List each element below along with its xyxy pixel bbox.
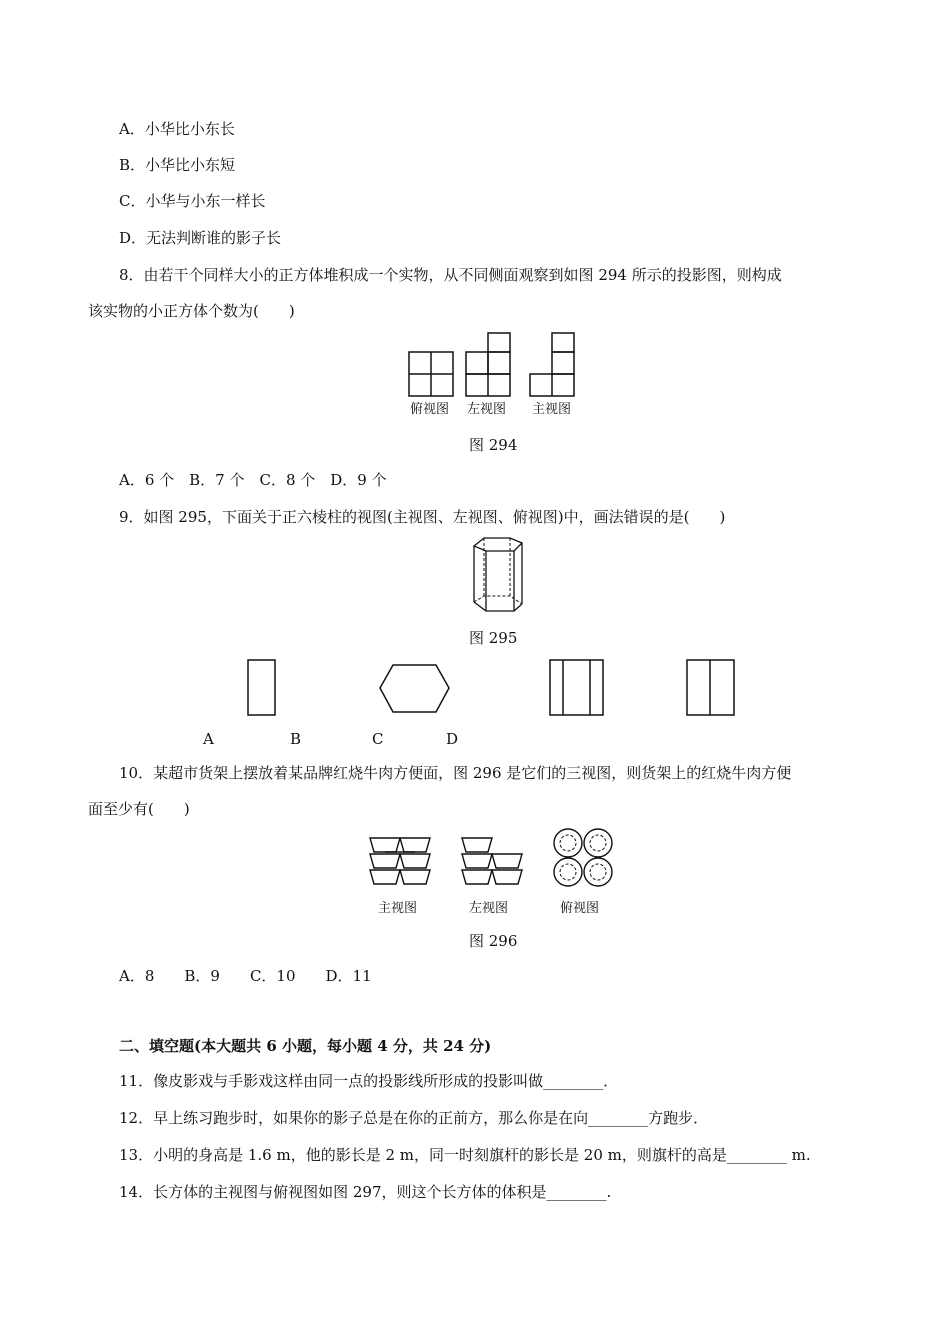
q8-text-line1: 8．由若干个同样大小的正方体堆积成一个实物，从不同侧面观察到如图 294 所示的投影图，则构成: [119, 266, 782, 284]
q7-option-c: C．小华与小东一样长: [119, 192, 266, 210]
q14-text: 14．长方体的主视图与俯视图如图 297，则这个长方体的体积是________.: [119, 1183, 612, 1201]
q9-option-label-c: C: [372, 730, 384, 748]
q10-text-line1: 10．某超市货架上摆放着某品牌红烧牛肉方便面，图 296 是它们的三视图，则货架上的红烧牛肉方便: [119, 764, 792, 782]
left-view-bowls: [462, 838, 522, 884]
q9-option-label-d: D: [446, 730, 459, 748]
option-b-hexagon: [380, 665, 449, 712]
view-label-left: 左视图: [467, 402, 507, 417]
top-view-grid: [409, 352, 453, 396]
q10-options: A．8 B．9 C．10 D．11: [119, 967, 372, 985]
figure-295-hexagonal-prism: [466, 534, 532, 614]
figure-294-views: [400, 330, 590, 402]
view-label-top-296: 俯视图: [560, 901, 600, 916]
front-view-grid: [530, 333, 574, 396]
option-a-rectangle: [248, 660, 275, 715]
q8-options: A．6 个 B．7 个 C．8 个 D．9 个: [119, 471, 387, 489]
view-label-top: 俯视图: [410, 402, 450, 417]
q9-option-figures: [230, 655, 750, 723]
figure-296-views: [365, 826, 625, 892]
q7-option-a: A．小华比小东长: [119, 120, 235, 138]
view-label-front: 主视图: [532, 402, 572, 417]
q12-text: 12．早上练习跑步时，如果你的影子总是在你的正前方，那么你是在向________方跑步．: [119, 1109, 709, 1127]
option-c-rectangle: [550, 660, 603, 715]
front-view-bowls: [370, 838, 430, 884]
section-heading-fill-blank: 二、填空题(本大题共 6 小题，每小题 4 分，共 24 分): [119, 1037, 492, 1055]
left-view-grid: [466, 333, 510, 396]
figure-296-caption: 图 296: [469, 932, 518, 950]
q7-option-d: D．无法判断谁的影子长: [119, 229, 282, 247]
q9-option-label-b: B: [290, 730, 302, 748]
q9-text: 9．如图 295，下面关于正六棱柱的视图(主视图、左视图、俯视图)中，画法错误的是( ): [119, 508, 726, 526]
view-label-front-296: 主视图: [378, 901, 418, 916]
view-label-left-296: 左视图: [469, 901, 509, 916]
q13-text: 13．小明的身高是 1.6 m，他的影长是 2 m，同一时刻旗杆的影长是 20 m，则旗杆的高是________ m.: [119, 1146, 811, 1164]
q9-option-label-a: A: [203, 730, 214, 748]
q7-option-b: B．小华比小东短: [119, 156, 236, 174]
q8-text-line2: 该实物的小正方体个数为( ): [88, 302, 295, 320]
figure-295-caption: 图 295: [469, 629, 518, 647]
figure-294-caption: 图 294: [469, 436, 518, 454]
q10-text-line2: 面至少有( ): [88, 800, 190, 818]
q11-text: 11．像皮影戏与手影戏这样由同一点的投影线所形成的投影叫做________．: [119, 1072, 619, 1090]
